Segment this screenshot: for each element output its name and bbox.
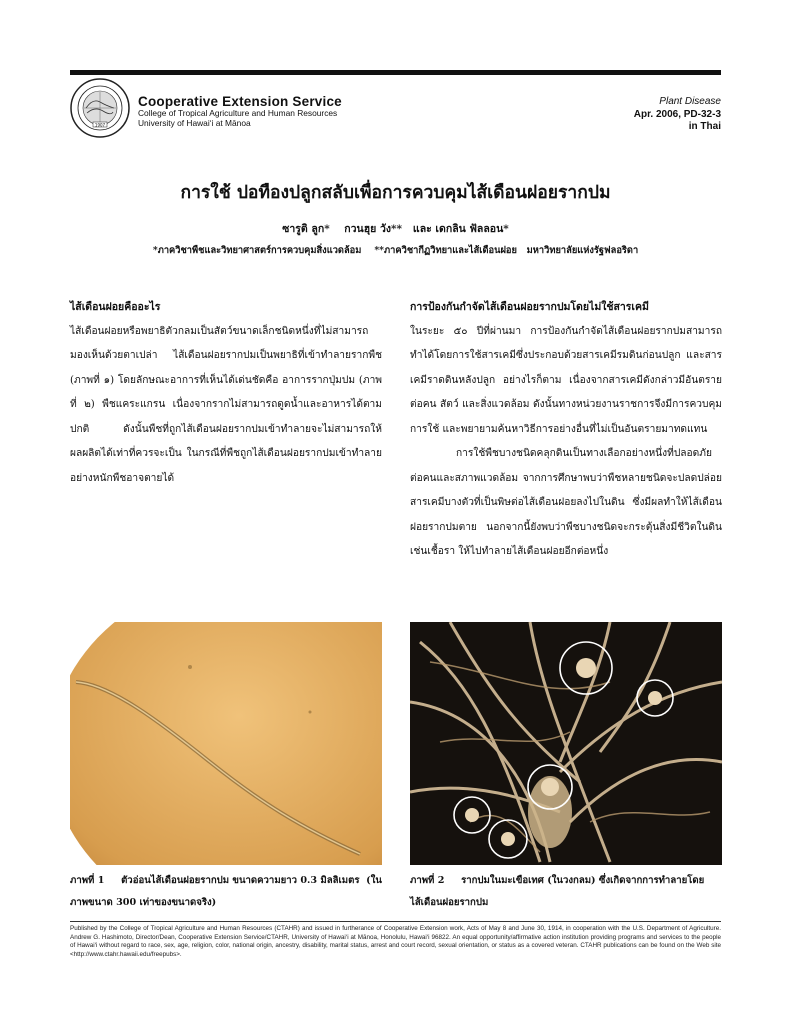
article-title: การใช้ ปอทืองปลูกสลับเพื่อการควบคุมไส้เดือนฝอยรากปม (180, 183, 611, 203)
right-heading: การป้องกันกำจัดไส้เดือนฝอยรากปมโดยไม่ใช้สารเคมี (410, 301, 649, 313)
pub-language: in Thai (688, 121, 721, 132)
header-rule (70, 70, 721, 75)
org-title: Cooperative Extension Service (138, 94, 342, 109)
tomato-root-galls-photo (410, 622, 722, 865)
publication-footer: Published by the College of Tropical Agriculture and Human Resources (CTAHR) and issued in furtherance of Cooperative Extension work, Acts of May 8 and June 30, 1914, in cooperation with the U.S. Department of Agriculture. Andrew G. Hashimoto, Director/Dean, Cooperative Extension Service/CTAHR, University of Hawai‘i at Mānoa, Honolulu, Hawai‘i 96822. An equal opportunity/affirmative action institution providing programs and services to the people of Hawai‘i without regard to race, sex, age, religion, color, national origin, ancestry, disability, marital status, arrest and court record, sexual orientation, or status as a covered veteran. CTAHR publications can be found on the Web site <http://www.ctahr.hawaii.edu/freepubs>. (70, 925, 721, 959)
left-paragraph: ไส้เดือนฝอยหรือพยาธิตัวกลมเป็นสัตว์ขนาดเล็กชนิดหนึ่งที่ไม่สามารถมองเห็นด้วยตาเปล่า ไส้เดือนฝอยรากปมเป็นพยาธิที่เข้าทำลายรากพืช (ภาพที่ ๑) โดยลักษณะอาการที่เห็นได้เด่นชัดคือ อาการรากปุ่มปม (ภาพที่ ๒) พืชแคระแกรน เนื่องจากรากไม่สามารถดูดน้ำและอาหารได้ตามปกติ ดังนั้นพืชที่ถูกไส้เดือนฝอยรากปมเข้าทำลายจะไม่สามารถให้ผลผลิตได้เท่าที่ควรจะเป็น ในกรณีที่พืชถูกไส้เดือนฝอยรากปมเข้าทำลายอย่างหนักพืชอาจตายได้ (70, 325, 382, 484)
right-paragraph-1: ในระยะ ๕๐ ปีที่ผ่านมา การป้องกันกำจัดไส้เดือนฝอยรากปมสามารถทำได้โดยการใช้สารเคมีซึ่งประกอบด้วยสารเคมีรมดินก่อนปลูก และสารเคมีราดดินหลังปลูก อย่างไรก็ตาม เนื่องจากสารเคมีดังกล่าวมีอันตรายต่อคน สัตว์ และสิ่งแวดล้อม ดังนั้นทางหน่วยงานราชการจึงมีการควบคุมการใช้ และพยายามค้นหาวิธีการอย่างอื่นที่ไม่เป็นอันตรายมาทดแทน (410, 325, 722, 435)
left-column (70, 295, 382, 491)
nematode-photo (70, 622, 382, 865)
org-subtitle (138, 109, 337, 128)
article-affiliations: *ภาควิชาพืชและวิทยาศาสตร์การควบคุมสิ่งแวดล้อม **ภาควิชากีฏวิทยาและไส้เดือนฝอย มหาวิทยาลัยแห่งรัฐฟลอริดา (152, 245, 639, 256)
figure-1-caption: ภาพที่ 1 ตัวอ่อนไส้เดือนฝอยรากปม ขนาดความยาว 0.3 มิลลิเมตร (ในภาพขนาด 300 เท่าของขนาดจริง) (70, 875, 382, 908)
seal-year: 1907 (94, 122, 106, 128)
left-heading: ไส้เดือนฝอยคืออะไร (70, 301, 161, 313)
right-paragraph-2: การใช้พืชบางชนิดคลุกดินเป็นทางเลือกอย่างหนึ่งที่ปลอดภัยต่อคนและสภาพแวดล้อม จากการศึกษาพบว่าพืชหลายชนิดจะปลดปล่อยสารเคมีบางตัวที่เป็นพิษต่อไส้เดือนฝอยลงไปในดิน ซึ่งมีผลทำให้ไส้เดือนฝอยรากปมตาย นอกจากนี้ยังพบว่าพืชบางชนิดจะกระตุ้นสิ่งมีชีวิตในดิน เช่นเชื้อรา ให้ไปทำลายไส้เดือนฝอยอีกต่อหนึ่ง (410, 448, 722, 557)
right-column (410, 295, 722, 565)
org-college: College of Tropical Agriculture and Human Resources (138, 108, 338, 118)
university-seal-icon (70, 78, 130, 138)
footer-rule (70, 921, 721, 922)
figure-2-caption: ภาพที่ 2 รากปมในมะเขือเทศ (ในวงกลม) ซึ่งเกิดจากการทำลายโดยไส้เดือนฝอยรากปม (410, 875, 705, 908)
article-authors: ซารูติ ลูก* กวนฮุย วัง** และ เดกลิน ฟัลลอน* (282, 223, 509, 235)
pub-series: Plant Disease (659, 96, 721, 107)
pub-date-code: Apr. 2006, PD-32-3 (633, 108, 721, 120)
org-university: University of Hawai‘i at Mānoa (138, 117, 251, 128)
publication-info (634, 96, 721, 134)
